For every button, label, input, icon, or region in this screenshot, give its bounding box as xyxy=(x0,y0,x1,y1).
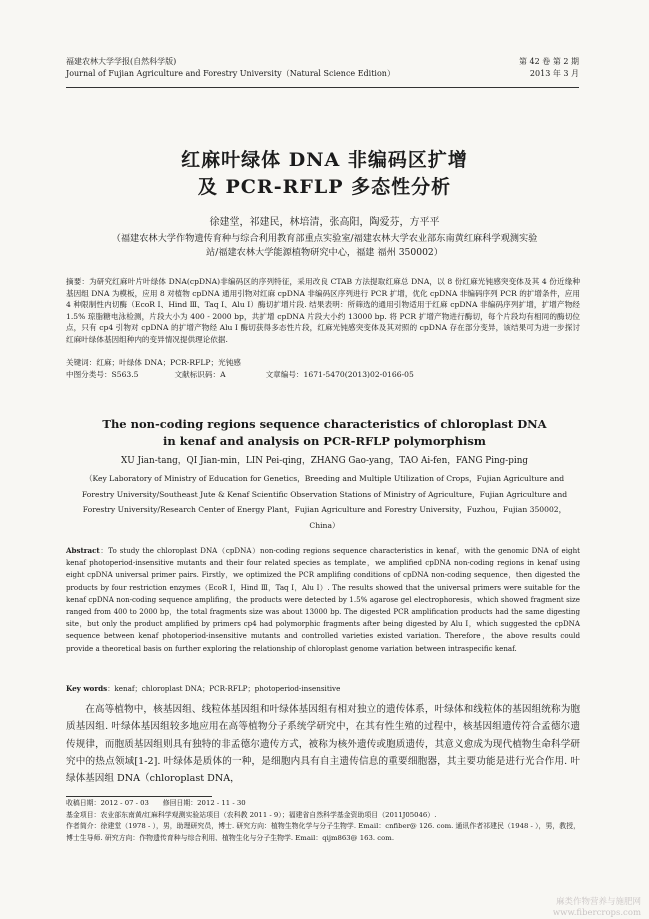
abstract-cn: 摘要：为研究红麻叶片叶绿体 DNA(cpDNA)非编码区的序列特征，采用改良 CTAB 方法提取红麻总 DNA，以 8 份红麻光钝感突变体及其 4 份近缘种基因组 DNA 为模板，应用 8 对植物 cpDNA 通用引物对红麻 cpDNA 非编码区序列进行 PCR 扩增，优化 cpDNA 非编码序列 PCR 的扩增条件，应用 4 种限制性内切酶（EcoR Ⅰ、Hind Ⅲ、Taq Ⅰ、Alu Ⅰ）酶切扩增片段. 结果表明：所筛选的通用引物适用于红麻 cpDNA 非编码序列扩增，扩增产物经 1.5% 琼脂糖电泳检测，片段大小为 400 - 2000 bp，共扩增 cpDNA 片段大小约 13000 bp. 将 PCR 扩增产物进行酶切，每个片段均有相同的酶切位点，只有 cp4 引物对 cpDNA 的扩增产物经 Alu Ⅰ 酶切获得多态性片段，红麻光钝感突变体及其对照的 cpDNA 存在部分变异，该结果可为进一步探讨红麻叶绿体基因组种内的变异情况提供理论依据. xyxy=(66,277,580,344)
affiliation-cn: （福建农林大学作物遗传育种与综合利用教育部重点实验室/福建农林大学农业部东南黄红麻科学观测实验站/福建农林大学能源植物研究中心，福建 福州 350002） xyxy=(111,233,538,258)
running-header-right xyxy=(519,56,579,80)
article-number: 文章编号：1671-5470(2013)02-0166-05 xyxy=(265,370,414,379)
clc-number: 中图分类号：S563.5 xyxy=(66,370,139,379)
title-en-line-1: The non-coding regions sequence characteristics of chloroplast DNA xyxy=(102,417,547,431)
watermark-line-1: 麻类作物营养与施肥网 xyxy=(555,897,641,907)
abstract-en-label: Abstract xyxy=(66,546,100,555)
keywords-en-text: ：kenaf；chloroplast DNA；PCR-RFLP；photoperiod-insensitive xyxy=(107,684,341,693)
watermark xyxy=(553,897,641,919)
title-cn-line-2: 及 PCR-RFLP 多态性分析 xyxy=(197,176,452,198)
header-divider xyxy=(66,87,579,88)
journal-name-cn: 福建农林大学学报(自然科学版) xyxy=(66,57,177,66)
affiliation-en: （Key Laboratory of Ministry of Education for Genetics，Breeding and Multiple Utilization of Crops，Fujian Agriculture and Forestry University/Southeast Jute & Kenaf Scientific Observation Stations of Ministry of Agriculture，Fujian Agriculture and Forestry University/Research Center of Energy Plant，Fujian Agriculture and Forestry University，Fuzhou，Fujian 350002，China） xyxy=(81,474,568,530)
footnote-divider xyxy=(66,796,212,797)
footnote-authors: 作者简介：徐建堂（1978 - ），男，助理研究员，博士. 研究方向：植物生物化学与分子生物学. Email：cnfiber@ 126. com. 通讯作者祁建民（1948 - ），男，教授，博士生导师. 研究方向：作物遗传育种与综合利用、植物生化与分子生物学. Email：qijm863@ 163. com. xyxy=(66,822,580,842)
keywords-en-label: Key words xyxy=(66,684,108,693)
volume-issue: 第 42 卷 第 2 期 xyxy=(519,57,579,66)
watermark-line-2: www.fibercrops.com xyxy=(552,908,641,918)
body-paragraph: 在高等植物中，核基因组、线粒体基因组和叶绿体基因组有相对独立的遗传体系，叶绿体和线粒体的基因组统称为胞质基因组. 叶绿体基因组较多地应用在高等植物分子系统学研究中，在其有性生殖的过程中，核基因组遗传符合孟德尔遗传规律，而胞质基因组则具有独特的非孟德尔遗传方式，被称为核外遗传或胞质遗传，其意义愈成为现代植物生命科学研究中的热点领域[1-2]. 叶绿体是质体的一种，是细胞内具有自主遗传信息的重要细胞器，其主要功能是进行光合作用. 叶绿体基因组 DNA（chloroplast DNA， xyxy=(66,704,580,785)
running-header-left xyxy=(66,56,395,80)
title-en xyxy=(0,416,649,450)
authors-en: XU Jian-tang，QI Jian-min，LIN Pei-qing，ZHANG Gao-yang，TAO Ai-fen，FANG Ping-ping xyxy=(120,456,529,466)
journal-name-en: Journal of Fujian Agriculture and Forestry University（Natural Science Edition） xyxy=(66,69,395,78)
authors-cn: 徐建堂，祁建民，林培清，张高阳，陶爱芬，方平平 xyxy=(209,217,440,228)
footnote-fund: 基金项目：农业部东南黄/红麻科学观测实验站项目（农科教 2011 - 9）；福建省自然科学基金资助项目（2011J05046）. xyxy=(66,810,437,819)
title-en-line-2: in kenaf and analysis on PCR-RFLP polymorphism xyxy=(163,434,486,448)
footnote-dates: 收稿日期：2012 - 07 - 03 修回日期：2012 - 11 - 30 xyxy=(66,799,246,807)
keywords-cn: 关键词：红麻；叶绿体 DNA；PCR-RFLP；光钝感 xyxy=(66,358,241,367)
title-cn-line-1: 红麻叶绿体 DNA 非编码区扩增 xyxy=(181,149,468,171)
issue-date: 2013 年 3 月 xyxy=(529,69,579,78)
classification-line xyxy=(66,369,414,381)
title-cn xyxy=(0,147,649,201)
keywords-en xyxy=(66,683,340,694)
footnotes xyxy=(66,798,580,844)
document-code: 文献标识码：A xyxy=(174,370,226,379)
abstract-en-text: ：To study the chloroplast DNA（cpDNA）non-coding regions sequence characteristics in kenaf，with the genomic DNA of eight kenaf photoperiod-insensitive mutants and their four related species as template，we amplified cpDNA non-coding regions in kenaf using eight cpDNA universal primer pairs. Firstly，we optimized the PCR amplifing conditions of cpDNA non-coding sequence，then digested the products by four restriction enzymes（EcoR Ⅰ，Hind Ⅲ，Taq Ⅰ，Alu Ⅰ）. The results showed that the universal primers were suitable for the kenaf cpDNA non-coding sequence amplifing，the products were detected by 1.5% agarose gel electrophoresis，which showed fragment size ranged from 400 to 2000 bp，the total fragments size was about 13000 bp. The digested PCR amplification products had the same digesting site，but only the product amplified by primers cp4 had polymorphic fragments after being digested by Alu Ⅰ，which suggested the cpDNA sequence between kenaf photoperiod-insensitive mutants and controlled varieties existed variation. Therefore，the above results could provide a theoretical basis on further exploring the relationship of chloroplast genome variation between intraspecific kenaf. xyxy=(66,546,580,653)
abstract-en xyxy=(66,545,580,655)
